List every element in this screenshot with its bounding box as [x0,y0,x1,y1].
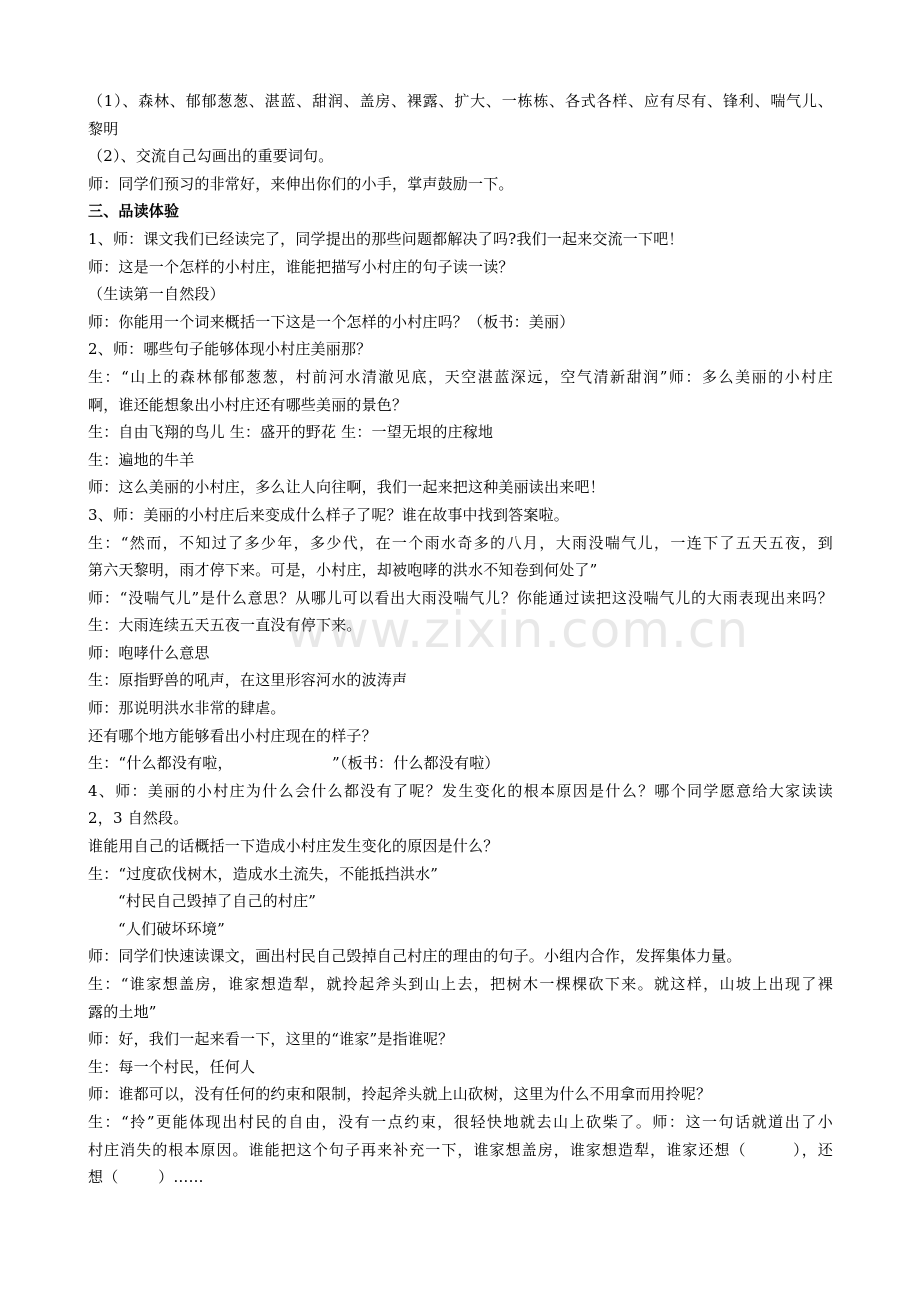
text-line: 黎明 [88,119,119,138]
text-line: 谁能用自己的话概括一下造成小村庄发生变化的原因是什么？ [88,837,499,856]
text-line: “人们破坏环境” [118,919,225,938]
text-line: 1、师：课文我们已经读完了，同学提出的那些问题都解决了吗?我们一起来交流一下吧！ [88,229,684,248]
text-line: 2、师：哪些句子能够体现小村庄美丽那？ [88,340,372,359]
text-line: 还有哪个地方能够看出小村庄现在的样子？ [88,726,377,745]
text-line: 4、师：美丽的小村庄为什么会什么都没有了呢？发生变化的根本原因是什么？哪个同学愿意给大家读读 [88,781,833,800]
text-line: 师：“没喘气儿”是什么意思？从哪儿可以看出大雨没喘气儿？你能通过读把这没喘气儿的大雨表现出来吗？ [88,588,833,607]
text-line: （1）、森林、郁郁葱葱、湛蓝、甜润、盖房、裸露、扩大、一栋栋、各式各样、应有尽有、锋利、喘气儿、 [88,92,833,110]
text-line: 想（ ）…… [88,1168,204,1187]
text-line: 师：同学们预习的非常好，来伸出你们的小手，掌声鼓励一下。 [88,174,514,193]
text-line: 师：这是一个怎样的小村庄，谁能把描写小村庄的句子读一读？ [88,257,514,276]
text-line: （生读第一自然段） [88,285,225,304]
text-line: “村民自己毁掉了自己的村庄” [118,892,317,911]
text-line: 生：“谁家想盖房，谁家想造犁，就拎起斧头到山上去，把树木一棵棵砍下来。就这样，山坡上出现了裸 [88,975,833,993]
text-line: 村庄消失的根本原因。谁能把这个句子再来补充一下，谁家想盖房，谁家想造犁，谁家还想（ ），还 [88,1140,833,1159]
text-line: 露的土地” [88,1002,157,1021]
text-line: 2，3 自然段。 [88,809,189,828]
text-line: 生：“什么都没有啦， ”（板书：什么都没有啦） [88,754,500,773]
text-line: 师：好，我们一起来看一下，这里的“谁家”是指谁呢？ [88,1030,454,1049]
text-line: 师：同学们快速读课文，画出村民自己毁掉自己村庄的理由的句子。小组内合作，发挥集体力量。 [88,947,742,966]
text-line: 第六天黎明，雨才停下来。可是，小村庄，却被咆哮的洪水不知卷到何处了” [88,561,598,580]
document-body [88,88,833,1192]
text-line: 师：这么美丽的小村庄，多么让人向往啊，我们一起来把这种美丽读出来吧！ [88,478,605,497]
text-line: 生：大雨连续五天五夜一直没有停下来。 [88,616,362,635]
text-line: 生：原指野兽的吼声，在这里形容河水的波涛声 [88,671,408,690]
text-line: 生：遍地的牛羊 [88,450,195,469]
text-line: 师：那说明洪水非常的肆虐。 [88,699,286,718]
text-line: 生：“然而，不知过了多少年，多少代，在一个雨水奇多的八月，大雨没喘气儿，一连下了五天五夜，到 [88,533,833,552]
text-line: 师：你能用一个词来概括一下这是一个怎样的小村庄吗？（板书：美丽） [88,312,575,331]
text-line: 啊，谁还能想象出小村庄还有哪些美丽的景色？ [88,395,408,414]
text-line: 生：“过度砍伐树木，造成水土流失，不能抵挡洪水” [88,864,439,883]
text-line: 生：“山上的森林郁郁葱葱，村前河水清澈见底，天空湛蓝深远，空气清新甜润”师：多么美丽的小村庄 [88,367,833,386]
text-line: 师：咆哮什么意思 [88,643,210,662]
text-line: 生：每一个村民，任何人 [88,1057,256,1076]
section-heading: 三、品读体验 [88,202,180,221]
text-line: 师：谁都可以，没有任何的约束和限制，拎起斧头就上山砍树，这里为什么不用拿而用拎呢？ [88,1085,712,1104]
watermark: www.zixin.com.cn [286,601,750,659]
text-line: （2）、交流自己勾画出的重要词句。 [88,147,334,166]
text-line: 3、师：美丽的小村庄后来变成什么样子了呢？谁在故事中找到答案啦。 [88,505,569,524]
text-line: 生：“拎”更能体现出村民的自由，没有一点约束，很轻快地就去山上砍柴了。师：这一句话就道出了小 [88,1112,833,1131]
text-line: 生：自由飞翔的鸟儿 生：盛开的野花 生：一望无垠的庄稼地 [88,423,494,442]
